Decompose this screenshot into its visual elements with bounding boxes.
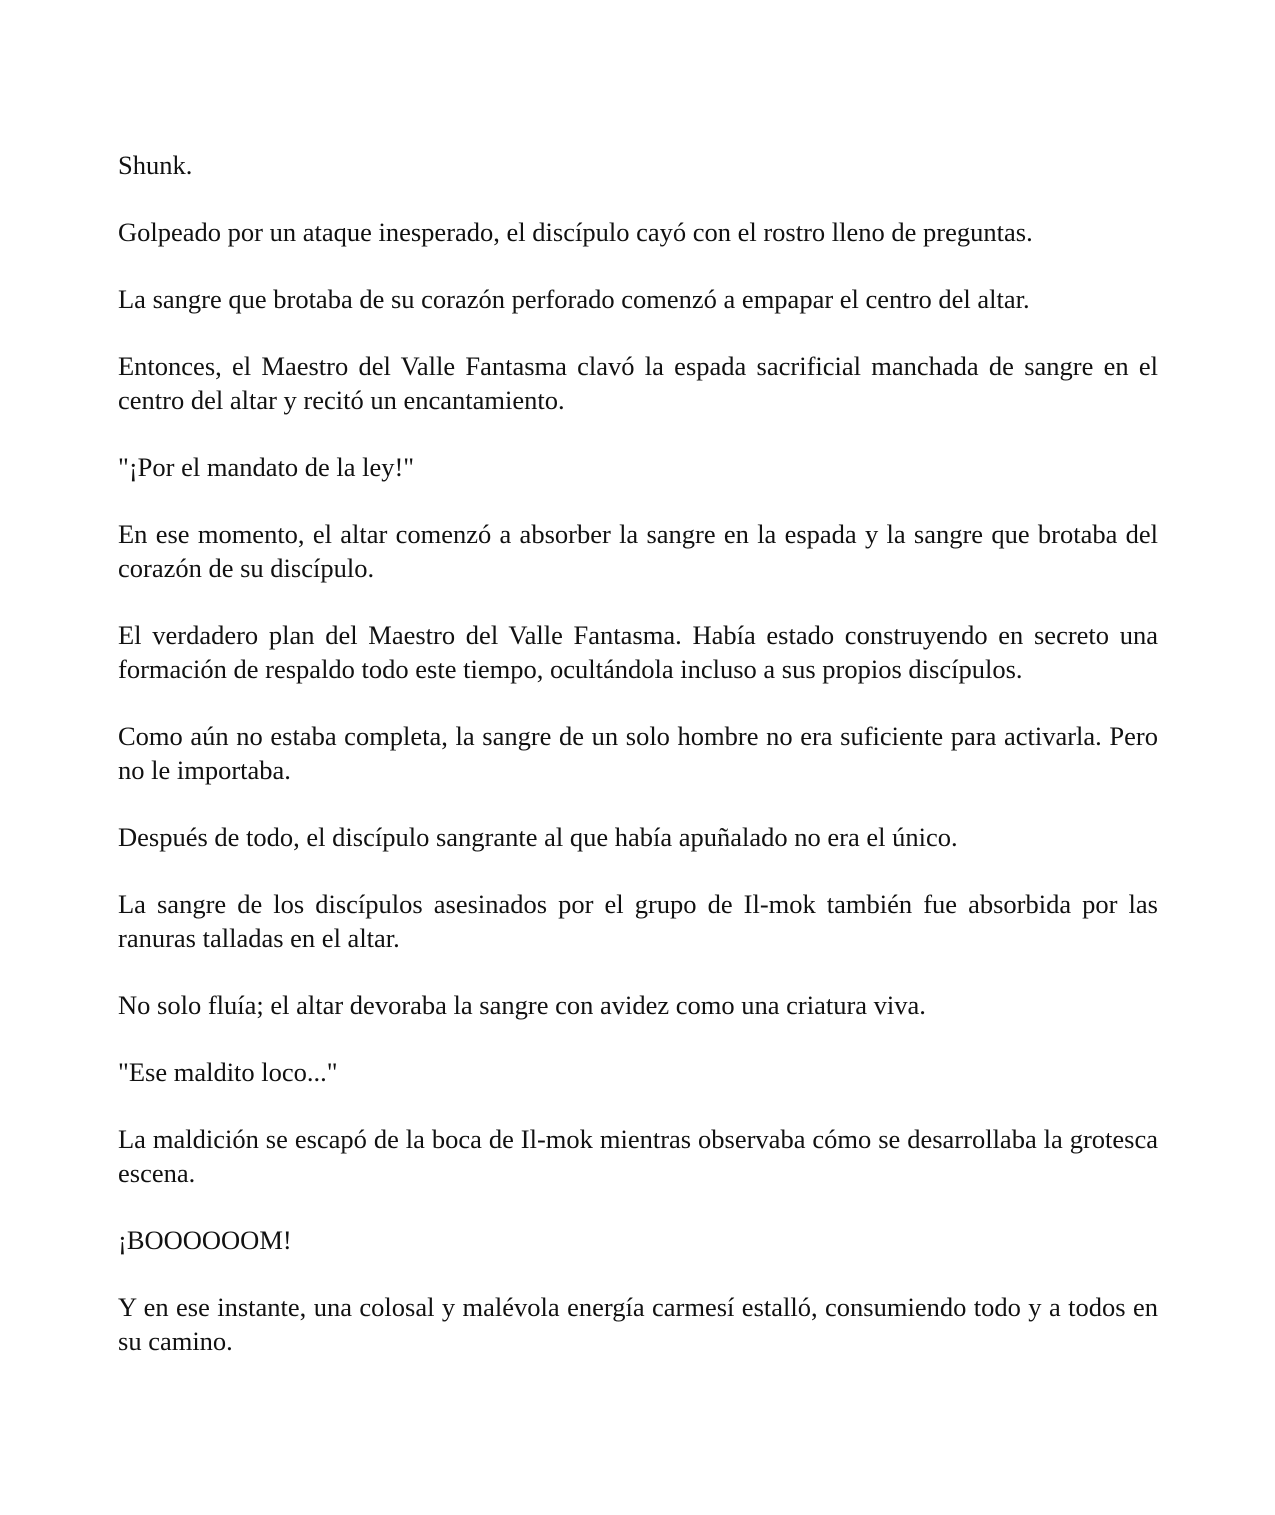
paragraph-14: ¡BOOOOOOM! <box>118 1225 292 1255</box>
paragraph-11: No solo fluía; el altar devoraba la sangre con avidez como una criatura viva. <box>118 990 926 1020</box>
paragraph-2: Golpeado por un ataque inesperado, el discípulo cayó con el rostro lleno de preguntas. <box>118 217 1033 247</box>
paragraph-4: Entonces, el Maestro del Valle Fantasma clavó la espada sacrificial manchada de sangre en el centro del altar y recitó un encantamiento. <box>118 351 1158 415</box>
paragraph-3: La sangre que brotaba de su corazón perforado comenzó a empapar el centro del altar. <box>118 284 1030 314</box>
paragraph-15: Y en ese instante, una colosal y malévola energía carmesí estalló, consumiendo todo y a todos en su camino. <box>118 1292 1158 1356</box>
paragraph-12: "Ese maldito loco..." <box>118 1057 338 1087</box>
document-page <box>118 148 1158 1391</box>
paragraph-1: Shunk. <box>118 150 193 180</box>
paragraph-10: La sangre de los discípulos asesinados por el grupo de Il-mok también fue absorbida por las ranuras talladas en el altar. <box>118 889 1158 953</box>
paragraph-5: "¡Por el mandato de la ley!" <box>118 452 415 482</box>
paragraph-7: El verdadero plan del Maestro del Valle Fantasma. Había estado construyendo en secreto una formación de respaldo todo este tiempo, ocultándola incluso a sus propios discípulos. <box>118 620 1158 684</box>
paragraph-13: La maldición se escapó de la boca de Il-mok mientras observaba cómo se desarrollaba la grotesca escena. <box>118 1124 1158 1188</box>
paragraph-6: En ese momento, el altar comenzó a absorber la sangre en la espada y la sangre que brotaba del corazón de su discípulo. <box>118 519 1158 583</box>
paragraph-9: Después de todo, el discípulo sangrante al que había apuñalado no era el único. <box>118 822 958 852</box>
paragraph-8: Como aún no estaba completa, la sangre de un solo hombre no era suficiente para activarla. Pero no le importaba. <box>118 721 1158 785</box>
